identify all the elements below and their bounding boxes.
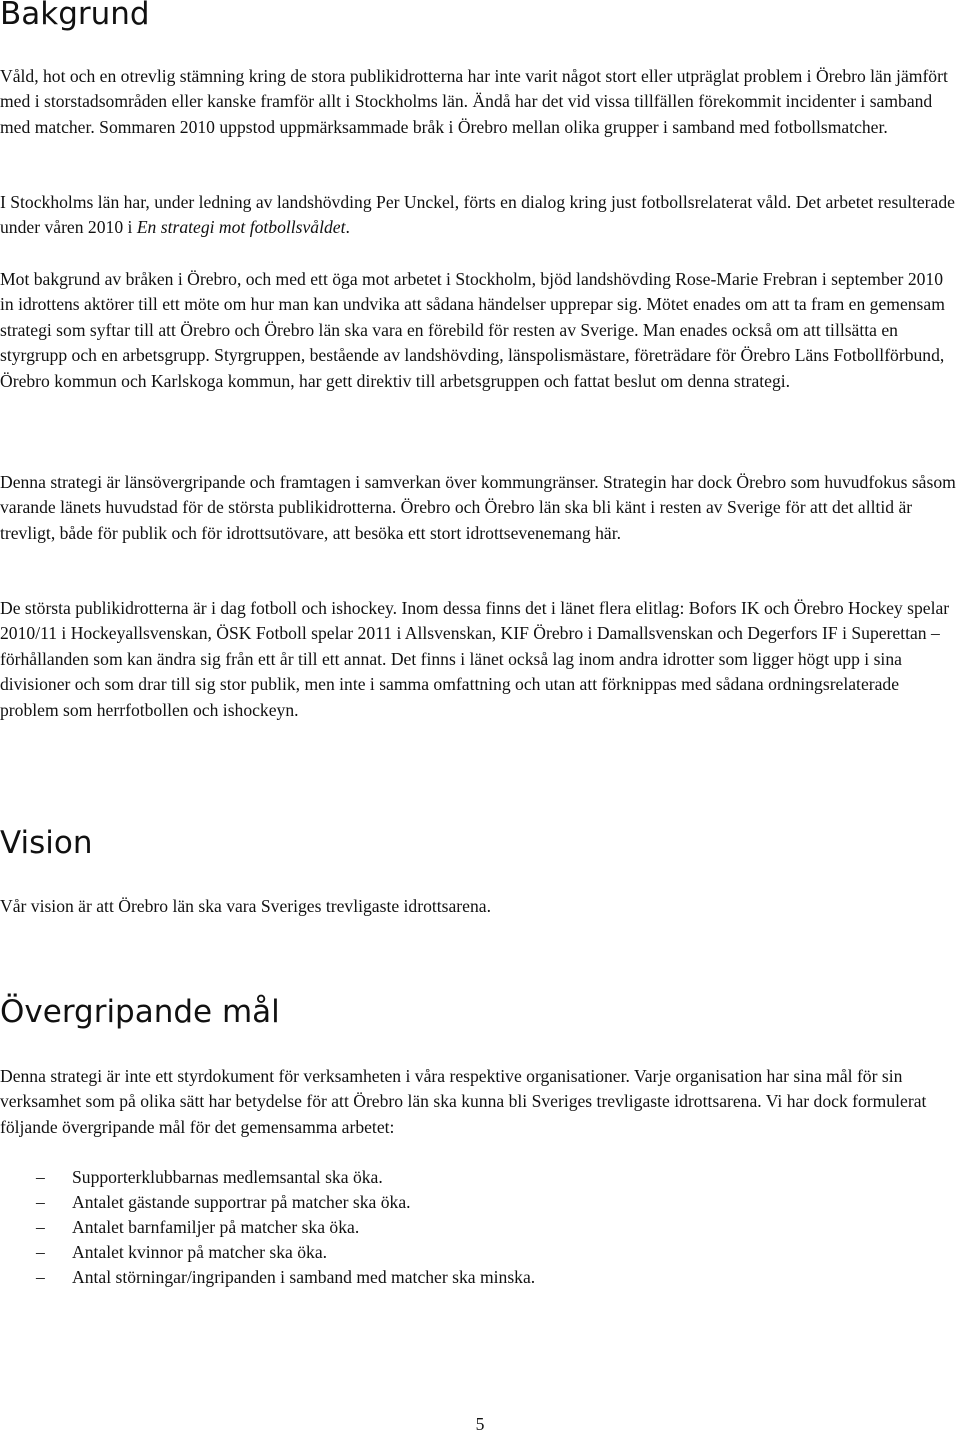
goal-text: Antalet barnfamiljer på matcher ska öka. (72, 1217, 360, 1237)
paragraph-vision: Vår vision är att Örebro län ska vara Sveriges trevligaste idrottsarena. (0, 896, 491, 916)
strategy-title: En strategi mot fotbollsvåldet (136, 217, 346, 238)
goal-item (0, 1265, 535, 1290)
goal-text: Antalet gästande supportrar på matcher ska öka. (72, 1192, 411, 1212)
paragraph-bakgrund-4: Denna strategi är länsövergripande och framtagen i samverkan över kommungränser. Strategin har dock Örebro som huvudfokus såsom varande länets huvudstad för de största publikidrotterna. Örebro och Örebro län ska bli känt i resten av Sverige för att det alltid är trevligt, både för publik och för idrottsutövare, att besöka ett stort idrottsevenemang här. (0, 472, 956, 543)
paragraph-overgripande: Denna strategi är inte ett styrdokument för verksamheten i våra respektive organisationer. Varje organisation har sina mål för sin verksamhet som på olika sätt har betydelse för att Örebro län ska kunna bli Sveriges trevligaste idrottsarena. Vi har dock formulerat följande övergripande mål för det gemensamma arbetet: (0, 1066, 927, 1137)
heading-vision: Vision (0, 825, 93, 861)
dash-bullet: – (36, 1242, 45, 1262)
paragraph-bakgrund-2-text: I Stockholms län har, under ledning av landshövding Per Unckel, förts en dialog kring just fotbollsrelaterat våld. Det arbetet resulterade under våren 2010 i (0, 192, 955, 238)
goal-text: Supporterklubbarnas medlemsantal ska öka. (72, 1167, 383, 1187)
heading-bakgrund: Bakgrund (0, 0, 150, 32)
paragraph-bakgrund-1: Våld, hot och en otrevlig stämning kring de stora publikidrotterna har inte varit något stort eller utpräglat problem i Örebro län jämfört med i storstadsområden eller kanske framför allt i Stockholms län. Ändå har det vid vissa tillfällen förekommit incidenter i samband med matcher. Sommaren 2010 uppstod uppmärksammade bråk i Örebro mellan olika grupper i samband med fotbollsmatcher. (0, 66, 948, 137)
paragraph-bakgrund-2 (0, 190, 958, 241)
goal-item (0, 1240, 535, 1265)
page-number: 5 (475, 1414, 485, 1434)
dash-bullet: – (36, 1217, 45, 1237)
goal-item (0, 1215, 535, 1240)
heading-overgripande-mal: Övergripande mål (0, 994, 280, 1030)
paragraph-bakgrund-3: Mot bakgrund av bråken i Örebro, och med ett öga mot arbetet i Stockholm, bjöd landshövding Rose-Marie Frebran i september 2010 in idrottens aktörer till ett möte om hur man kan undvika att sådana händelser upprepar sig. Mötet enades om att ta fram en gemensam strategi som syftar till att Örebro och Örebro län ska vara en förebild för resten av Sverige. Man enades också om att tillsätta en styrgrupp och en arbetsgrupp. Styrgruppen, bestående av landshövding, länspolismästare, företrädare för Örebro Läns Fotbollförbund, Örebro kommun och Karlskoga kommun, har gett direktiv till arbetsgruppen och fattat beslut om denna strategi. (0, 269, 945, 391)
goal-item (0, 1190, 535, 1215)
dash-bullet: – (36, 1167, 45, 1187)
paragraph-bakgrund-5: De största publikidrotterna är i dag fotboll och ishockey. Inom dessa finns det i länet flera elitlag: Bofors IK och Örebro Hockey spelar 2010/11 i Hockeyallsvenskan, ÖSK Fotboll spelar 2011 i Allsvenskan, KIF Örebro i Damallsvenskan och Degerfors IF i Superettan – förhållanden som kan ändra sig från ett år till ett annat. Det finns i länet också lag inom andra idrotter som ligger högt upp i sina divisioner och som drar till sig stor publik, men inte i samma omfattning och utan att förknippas med sådana ordningsrelaterade problem som herrfotbollen och ishockeyn. (0, 598, 950, 720)
goal-item (0, 1165, 535, 1190)
dash-bullet: – (36, 1192, 45, 1212)
goal-text: Antal störningar/ingripanden i samband med matcher ska minska. (72, 1267, 536, 1287)
dash-bullet: – (36, 1267, 45, 1287)
paragraph-bakgrund-2-end: . (345, 217, 350, 238)
goal-text: Antalet kvinnor på matcher ska öka. (72, 1242, 328, 1262)
goals-list (0, 1165, 535, 1290)
